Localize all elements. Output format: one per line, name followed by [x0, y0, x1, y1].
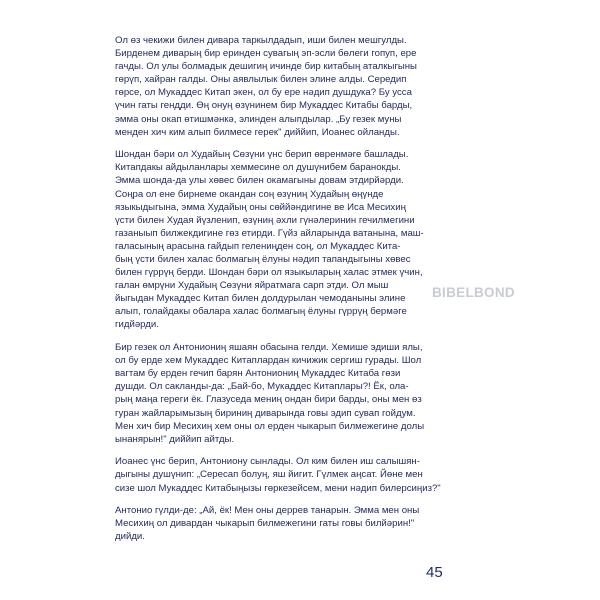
- text-line: менден хич ким алып билмесе герек" диййип, Иоанес ойланды.: [115, 126, 400, 138]
- text-line: билен гүррүң берди. Шондан бәри ол языкыларың халас этмек үчин,: [115, 267, 423, 279]
- text-line: Бир гезек ол Антониониң яшаян обасына гелди. Хемише эдиши ялы,: [115, 342, 423, 354]
- text-line: ынанярын!" диййип айтды.: [115, 433, 235, 445]
- text-line: алып, голайдакы обалара халас болмагың ёлуны гүррүң бермәге: [115, 306, 407, 318]
- text-line: ол бу ерде хем Мукаддес Китаплардан кичижик сергиш гурады. Шол: [115, 355, 422, 367]
- text-line: вагтам бу ерден гечип барян Антониониң Мукаддес Китаба гөзи: [115, 368, 401, 380]
- text-line: үсти билен Худая йүзленип, өзүниң әхли гүнәлеринин гечилмегини: [115, 214, 415, 226]
- paragraph-4: [115, 455, 447, 494]
- text-line: Ол өз чекижи билен дивара таркылдадып, иши билен мешгулды.: [115, 35, 407, 46]
- text-line: Месихиң ол дивардан чыкарып билмежегини гаты говы билйәрин!": [115, 518, 415, 530]
- text-line: Китапдакы айдыланлары хеммесине ол душүнибем баранокды.: [115, 162, 401, 174]
- text-line: сизе шол Мукаддес Китабыңызы гөркезейсем, мени нәдип билерсиңиз?": [115, 482, 441, 494]
- paragraph-1: [115, 34, 447, 139]
- text-line: Эмма шонда-да улы хөвес билен окамагыны довам этдирйәрди.: [115, 175, 404, 187]
- text-line: үчин гаты гендди. Өң онуң өзүнинем бир Мукаддес Китабы барды,: [115, 100, 413, 112]
- text-line: Иоанес үнс берип, Антониону сынлады. Ол ким билен иш салышян-: [115, 456, 420, 468]
- page-number: 45: [426, 564, 443, 581]
- text-line: гөрсе, ол Мукаддес Китап экен, ол бу ере нәдип душдука? Бу усса: [115, 87, 412, 99]
- text-line: Шондан бәри ол Худайың Сөзүни үнс берип өвренмәге башлады.: [115, 149, 409, 161]
- text-line: газаныып билжекдигине гөз етирди. Гүйз айларында ватанына, маш-: [115, 227, 424, 239]
- text-line: Мен хич бир Месихиң хем оны ол ерден чыкарып билмежегине долы: [115, 420, 425, 432]
- text-line: Бирденем диварың бир еринден сувагың эп-эсли бөлеги гопуп, ере: [115, 48, 417, 60]
- text-line: гуран жайларымызың бириниң диварында говы эдип сувап гойдум.: [115, 407, 416, 419]
- text-line: эмма оны окап өтишмәнкә, элинден алыпдылар. „Бу гезек муны: [115, 113, 402, 125]
- text-line: гидйәрди.: [115, 319, 159, 331]
- text-line: галан өмрүни Худайың Сөзүни яйратмага сарп этди. Ол мыш: [115, 280, 389, 292]
- body-text: [115, 34, 447, 553]
- text-line: рың маңа гереги ёк. Глазуседа мениң ондан бири барды, оны мен өз: [115, 394, 422, 406]
- text-line: йыгыдан Мукаддес Китап билен долдурылан чемоданыны элине: [115, 293, 406, 305]
- text-line: гөрүп, хайран галды. Оны аявлылык билен элине алды. Середип: [115, 74, 407, 86]
- text-line: Антонио гүлди-де: „Ай, ёк! Мен оны деррев танарын. Эмма мен оны: [115, 505, 420, 517]
- paragraph-2: [115, 148, 447, 331]
- text-line: гачды. Ол улы болмадык дешигиң ичинде бир китабың аталкыгыны: [115, 61, 417, 73]
- text-line: Соңра ол ене бирнеме окандан соң өзүниң Худайың өңүнде: [115, 188, 384, 200]
- paragraph-5: [115, 504, 447, 543]
- text-line: языкыдыгына, эмма Худайың оны сөййәндигине ве Иса Месихиң: [115, 201, 406, 213]
- text-line: дыгыны душүнип: „Сересап болуң, яш йигит. Гүлмек аңсат. Йөне мен: [115, 469, 423, 481]
- paragraph-3: [115, 341, 447, 446]
- text-line: дийди.: [115, 531, 145, 543]
- text-line: галасының арасына гайдып гелениңден соң, ол Мукаддес Кита-: [115, 240, 401, 252]
- text-line: душди. Ол сакланды-да: „Бай-бо, Мукаддес Китаплары?! Ёк, ола-: [115, 381, 409, 393]
- text-line: бың үсти билен халас болмагың ёлуны нәдип тапандыгыны хөвес: [115, 254, 411, 265]
- watermark-text: BIBELBOND: [432, 285, 515, 300]
